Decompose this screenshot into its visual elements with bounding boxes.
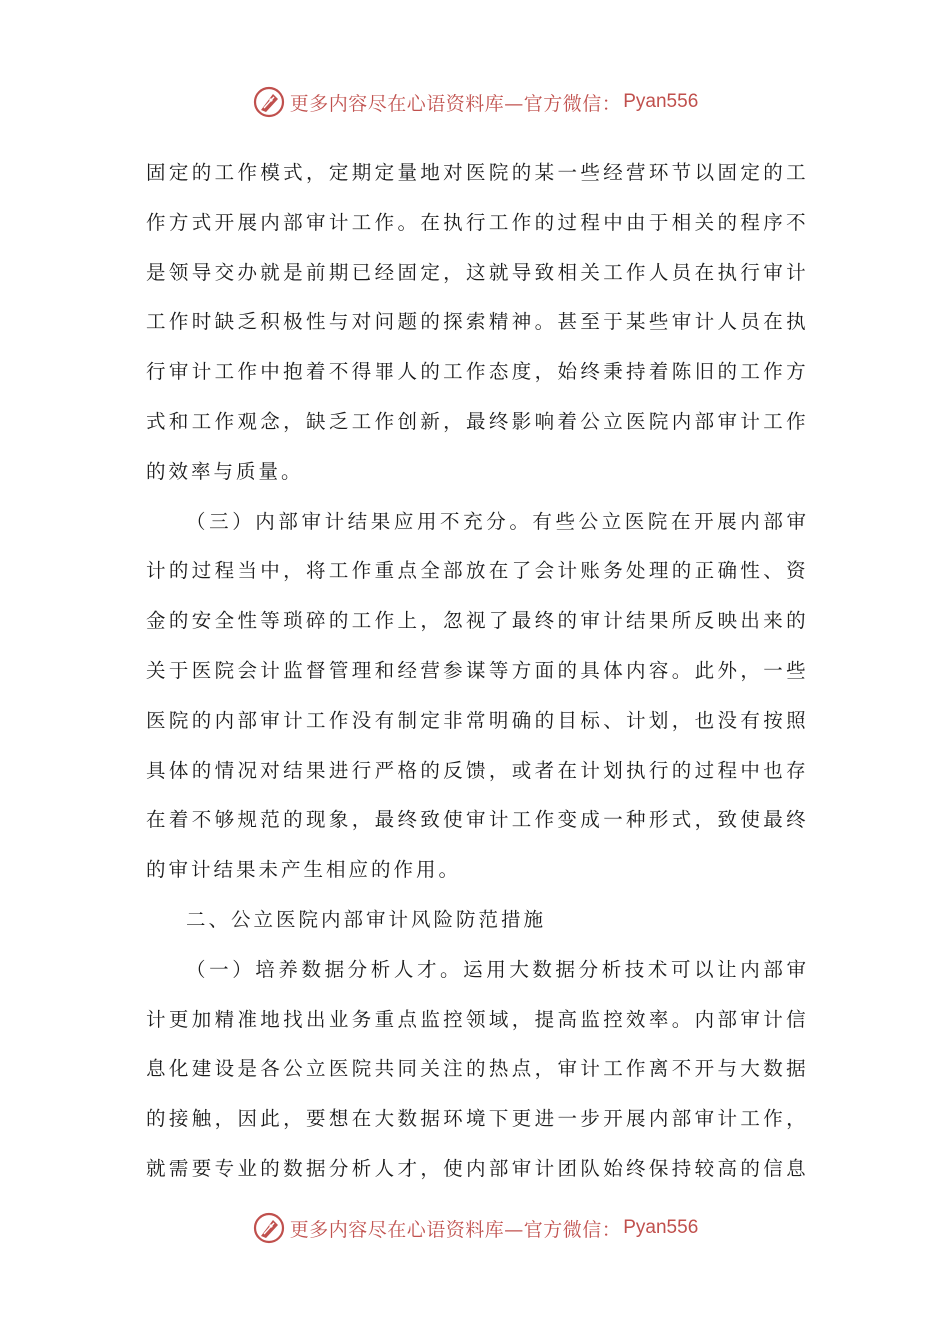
text-line: 计 更 加 精 准 地 找 出 业 务 重 点 监 控 领 域 ， 提 高 监 控 效 率 。 内 部 审 计 信 [146, 1007, 806, 1031]
pen-nib-logo-icon [252, 85, 286, 119]
text-line: 在 着 不 够 规 范 的 现 象 ， 最 终 致 使 审 计 工 作 变 成 一 种 形 式 ， 致 使 最 终 [146, 808, 806, 832]
text-line: 行 审 计 工 作 中 抱 着 不 得 罪 人 的 工 作 态 度 ， 始 终 秉 持 着 陈 旧 的 工 作 方 [146, 360, 806, 384]
text-line: 金 的 安 全 性 等 琐 碎 的 工 作 上 ， 忽 视 了 最 终 的 审 计 结 果 所 反 映 出 来 的 [146, 609, 806, 633]
footer-banner [0, 1208, 950, 1248]
text-line: 是 领 导 交 办 就 是 前 期 已 经 固 定 ， 这 就 导 致 相 关 工 作 人 员 在 执 行 审 计 [146, 260, 806, 284]
banner-text: 更多内容尽在心语资料库—官方微信： [289, 92, 622, 115]
text-line: 作 方 式 开 展 内 部 审 计 工 作 。 在 执 行 工 作 的 过 程 中 由 于 相 关 的 程 序 不 [146, 210, 806, 234]
text-line: 的 接 触 ， 因 此 ， 要 想 在 大 数 据 环 境 下 更 进 一 步 开 展 内 部 审 计 工 作 ， [146, 1107, 806, 1131]
wechat-id: Pyan556 [623, 91, 699, 112]
pen-nib-logo-icon [252, 1211, 286, 1245]
text-line: 的效率与质量。 [146, 459, 304, 483]
text-line: 的审计结果未产生相应的作用。 [146, 858, 462, 882]
text-line: 具 体 的 情 况 对 结 果 进 行 严 格 的 反 馈 ， 或 者 在 计 划 执 行 的 过 程 中 也 存 [146, 758, 806, 782]
header-banner [0, 82, 950, 122]
text-line: 关 于 医 院 会 计 监 督 管 理 和 经 营 参 谋 等 方 面 的 具 体 内 容 。 此 外 ， 一 些 [146, 658, 806, 682]
text-line: 医 院 的 内 部 审 计 工 作 没 有 制 定 非 常 明 确 的 目 标 、 计 划 ， 也 没 有 按 照 [146, 708, 806, 732]
text-line: 工 作 时 缺 乏 积 极 性 与 对 问 题 的 探 索 精 神 。 甚 至 于 某 些 审 计 人 员 在 执 [146, 310, 806, 334]
section-heading: 二、公立医院内部审计风险防范措施 [186, 907, 547, 931]
text-line: 息 化 建 设 是 各 公 立 医 院 共 同 关 注 的 热 点 ， 审 计 工 作 离 不 开 与 大 数 据 [146, 1057, 806, 1081]
wechat-id: Pyan556 [623, 1217, 699, 1238]
text-line: 式 和 工 作 观 念 ， 缺 乏 工 作 创 新 ， 最 终 影 响 着 公 立 医 院 内 部 审 计 工 作 [146, 409, 806, 433]
text-line: 就 需 要 专 业 的 数 据 分 析 人 才 ， 使 内 部 审 计 团 队 始 终 保 持 较 高 的 信 息 [146, 1156, 806, 1180]
text-line: 固 定 的 工 作 模 式 ， 定 期 定 量 地 对 医 院 的 某 一 些 经 营 环 节 以 固 定 的 工 [146, 161, 806, 184]
text-line: （ 一 ） 培 养 数 据 分 析 人 才 。 运 用 大 数 据 分 析 技 术 可 以 让 内 部 审 [186, 957, 806, 981]
text-line: （ 三 ） 内 部 审 计 结 果 应 用 不 充 分 。 有 些 公 立 医 院 在 开 展 内 部 审 [186, 509, 806, 533]
text-line: 计 的 过 程 当 中 ， 将 工 作 重 点 全 部 放 在 了 会 计 账 务 处 理 的 正 确 性 、 资 [146, 559, 806, 583]
document-body [146, 148, 806, 1194]
banner-text: 更多内容尽在心语资料库—官方微信： [289, 1218, 622, 1241]
